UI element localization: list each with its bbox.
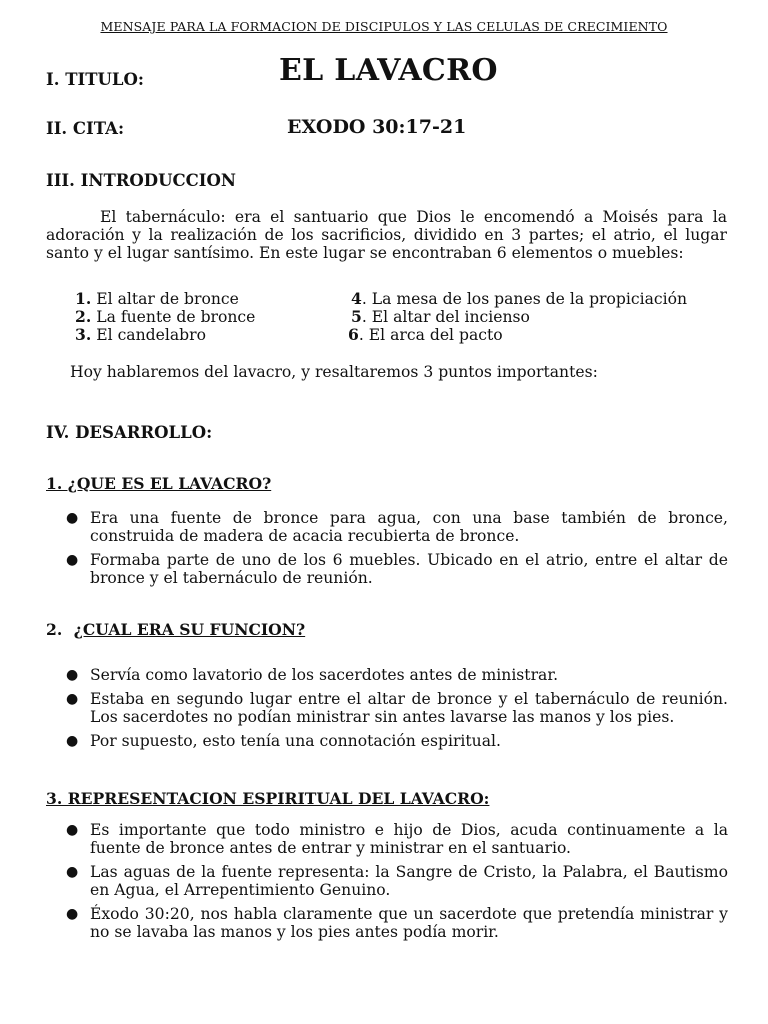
- section-heading: 1. ¿QUE ES EL LAVACRO?: [46, 474, 272, 493]
- cita-value: EXODO 30:17-21: [287, 116, 467, 138]
- list-item-text: . La mesa de los panes de la propiciación: [361, 290, 688, 308]
- document-header: MENSAJE PARA LA FORMACION DE DISCIPULOS Y LAS CELULAS DE CRECIMIENTO: [100, 19, 668, 34]
- list-item: [66, 666, 728, 684]
- list-item: [348, 326, 503, 344]
- bullet-icon: ●: [66, 552, 79, 568]
- bullet-icon: ●: [66, 864, 79, 880]
- list-item: [75, 290, 239, 308]
- cita-label: II. CITA:: [46, 119, 125, 138]
- bullet-text: Las aguas de la fuente representa: la Sangre de Cristo, la Palabra, el Bautismo en Agua, el Arrepentimiento Genuino.: [90, 863, 728, 899]
- list-item: [66, 863, 728, 899]
- list-item-number: 1.: [75, 289, 92, 308]
- bullet-text: Servía como lavatorio de los sacerdotes antes de ministrar.: [90, 666, 559, 684]
- section-heading: [46, 620, 305, 639]
- list-item: [351, 308, 530, 326]
- list-item: [351, 290, 687, 308]
- bullet-icon: ●: [66, 822, 79, 838]
- bullet-text: Era una fuente de bronce para agua, con una base también de bronce, construida de madera de acacia recubierta de bronce.: [90, 509, 728, 545]
- list-item-number: 3.: [75, 325, 92, 344]
- bullet-icon: ●: [66, 906, 79, 922]
- list-item-text: La fuente de bronce: [96, 308, 256, 326]
- list-item-text: El altar de bronce: [96, 290, 239, 308]
- section-number: 2.: [46, 620, 63, 639]
- introduccion-heading: III. INTRODUCCION: [46, 171, 236, 190]
- list-item: [75, 326, 206, 344]
- bullet-text: Éxodo 30:20, nos habla claramente que un sacerdote que pretendía ministrar y no se lavaba las manos y los pies antes podía morir.: [90, 905, 728, 941]
- bullet-list: [66, 666, 728, 750]
- section-title: ¿CUAL ERA SU FUNCION?: [73, 620, 306, 639]
- list-item-text: . El altar del incienso: [361, 308, 530, 326]
- titulo-label: I. TITULO:: [46, 70, 144, 89]
- bullet-icon: ●: [66, 667, 79, 683]
- bullet-icon: ●: [66, 510, 79, 526]
- section-heading: 3. REPRESENTACION ESPIRITUAL DEL LAVACRO:: [46, 789, 490, 808]
- list-item: [66, 551, 728, 587]
- list-item-number: 6: [348, 325, 359, 344]
- bullet-text: Es importante que todo ministro e hijo de Dios, acuda continuamente a la fuente de bronce antes de entrar y ministrar en el santuario.: [90, 821, 728, 857]
- list-item: [66, 690, 728, 726]
- bullet-icon: ●: [66, 691, 79, 707]
- bullet-text: Formaba parte de uno de los 6 muebles. Ubicado en el atrio, entre el altar de bronce y el tabernáculo de reunión.: [90, 551, 728, 587]
- list-item-number: 5: [351, 307, 362, 326]
- page-title: EL LAVACRO: [279, 53, 498, 88]
- list-item: [66, 821, 728, 857]
- bullet-text: Por supuesto, esto tenía una connotación espiritual.: [90, 732, 501, 750]
- bullet-text: Estaba en segundo lugar entre el altar de bronce y el tabernáculo de reunión. Los sacerdotes no podían ministrar sin antes lavarse las manos y los pies.: [90, 690, 728, 726]
- bullet-list: [66, 509, 728, 587]
- list-item-number: 2.: [75, 307, 92, 326]
- bullet-icon: ●: [66, 733, 79, 749]
- introduccion-closing: Hoy hablaremos del lavacro, y resaltaremos 3 puntos importantes:: [70, 363, 598, 381]
- bullet-list: [66, 821, 728, 941]
- list-item: [66, 905, 728, 941]
- list-item-text: El candelabro: [96, 326, 206, 344]
- list-item-number: 4: [351, 289, 362, 308]
- list-item: [66, 509, 728, 545]
- list-item: [75, 308, 255, 326]
- desarrollo-heading: IV. DESARROLLO:: [46, 423, 213, 442]
- list-item: [66, 732, 728, 750]
- introduccion-paragraph: El tabernáculo: era el santuario que Dios le encomendó a Moisés para la adoración y la realización de los sacrificios, dividido en 3 partes; el atrio, el lugar santo y el lugar santísimo. En este lugar se encontraban 6 elementos o muebles:: [46, 208, 727, 262]
- list-item-text: . El arca del pacto: [358, 326, 503, 344]
